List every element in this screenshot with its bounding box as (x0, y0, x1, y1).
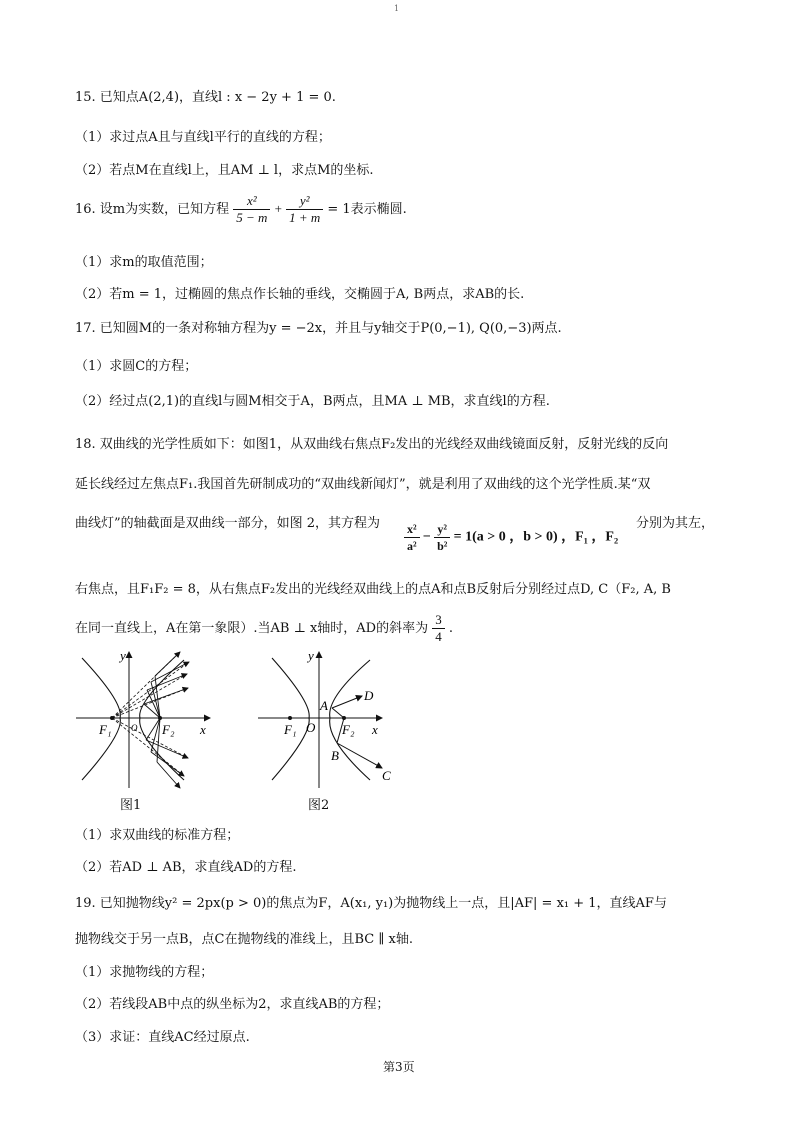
q18-line3-post: 分别为其左， (636, 516, 715, 531)
fig1-dashed-extensions (112, 652, 189, 776)
q16-part1: （1）求m的取值范围； (75, 255, 213, 270)
q18-line5 (75, 612, 453, 645)
q16-stem-post: = 1表示椭圆. (327, 202, 407, 217)
q18-part2: （2）若AD ⊥ AB，求直线AD的方程. (75, 860, 297, 875)
q15-part1: （1）求过点A且与直线l平行的直线的方程； (75, 130, 331, 145)
fig2-label-d: D (364, 688, 374, 703)
q18-eq-frac-y: $\frac{\text{y²}}{\text{b²}}$ (434, 521, 450, 554)
fig1-label-o: O (131, 723, 138, 733)
q19-part3: （3）求证：直线AC经过原点. (75, 1030, 250, 1045)
fig2-label-y: y (308, 648, 314, 663)
fig1-label-f1: F₁ (99, 722, 112, 737)
q17-part1: （1）求圆C的方程； (75, 359, 198, 374)
fig2-label-c: C (382, 768, 391, 783)
q18-line2: 延长线经过左焦点F₁.我国首先研制成功的“双曲线新闻灯”，就是利用了双曲线的这个光学性质.某“双 (75, 477, 651, 492)
fig2-label-o: O (306, 720, 316, 735)
q18-line4: 右焦点，且F₁F₂ = 8，从右焦点F₂发出的光线经双曲线上的点A和点B反射后分别经过点D, C（F₂, A, B (75, 582, 671, 597)
q16-frac-x: $\frac{\text{x²}}{5 - m}$ (233, 193, 270, 226)
fig2-label-b: B (331, 748, 339, 763)
q18-line5-pre: 在同一直线上，A在第一象限）.当AB ⊥ x轴时，AD的斜率为 (75, 621, 429, 636)
fig1-focus-f1 (110, 716, 114, 720)
fig2-focus-f2 (342, 716, 346, 720)
q18-equation: $\frac{\text{x²}}{\text{a²}}$ − $\frac{\text{y²}}{\text{b²}}$ = 1(a > 0 ，b > 0) ，F₁ ，F₂ (404, 521, 618, 554)
q18-line3-pre: 曲线灯”的轴截面是双曲线一部分，如图 2，其方程为 (75, 516, 381, 531)
fig1-label-y: y (120, 648, 126, 663)
fig1-focus-f2 (158, 716, 162, 720)
fig2-label-f2: F₂ (342, 722, 355, 737)
q18-eq-frac-x: $\frac{\text{x²}}{\text{a²}}$ (404, 521, 420, 554)
q16-frac-y: $\frac{\text{y²}}{1 + m}$ (286, 193, 323, 226)
q15-stem: 15. 已知点A(2,4)，直线l : x − 2y + 1 = 0. (75, 90, 336, 105)
fig2-label-a: A (320, 698, 328, 713)
page-footer: 第3页 (383, 1060, 415, 1074)
fig2-focus-f1 (288, 716, 292, 720)
q16-part2: （2）若m = 1，过椭圆的焦点作长轴的垂线，交椭圆于A, B两点，求AB的长. (75, 287, 525, 302)
figure-1 (72, 648, 222, 808)
q19-stem-line2: 抛物线交于另一点B，点C在抛物线的准线上，且BC ∥ x轴. (75, 932, 413, 947)
q15-part2: （2）若点M在直线l上，且AM ⊥ l，求点M的坐标. (75, 163, 374, 178)
fig1-rays (144, 652, 189, 788)
fig2-label-x: x (372, 722, 378, 737)
q18-eq-rest: = 1(a > 0 ，b > 0) ，F₁ ，F₂ (453, 529, 619, 545)
page-top-mark: 1 (394, 4, 400, 13)
q19-stem-line1: 19. 已知抛物线y² = 2px(p > 0)的焦点为F，A(x₁, y₁)为抛物线上一点，且|AF| = x₁ + 1，直线AF与 (75, 896, 667, 911)
fig2-caption: 图2 (308, 798, 330, 813)
q17-stem: 17. 已知圆M的一条对称轴方程为y = −2x，并且与y轴交于P(0,−1), Q(0,−3)两点. (75, 321, 562, 336)
q19-part2: （2）若线段AB中点的纵坐标为2，求直线AB的方程； (75, 997, 390, 1012)
q19-part1: （1）求抛物线的方程； (75, 965, 214, 980)
fig1-label-x: x (200, 722, 206, 737)
fig1-label-f2: F₂ (162, 722, 175, 737)
fig2-label-f1: F₁ (284, 722, 297, 737)
q17-part2: （2）经过点(2,1)的直线l与圆M相交于A，B两点，且MA ⊥ MB，求直线l的方程. (75, 394, 550, 409)
q18-part1: （1）求双曲线的标准方程； (75, 828, 240, 843)
q16-stem: 16. 设m为实数，已知方程 $\frac{\text{x²}}{5 - m}$ + $\frac{\text{y²}}{1 + m}$ = 1表示椭圆. (75, 193, 407, 225)
q18-slope: $\frac{3}{4}$ (432, 612, 445, 645)
figure-2 (254, 648, 414, 808)
fig1-caption: 图1 (120, 798, 142, 813)
q18-line1: 18. 双曲线的光学性质如下：如图1，从双曲线右焦点F₂发出的光线经双曲线镜面反射，反射光线的反向 (75, 437, 669, 452)
q18-line5-post: . (448, 621, 454, 636)
q16-stem-pre: 16. 设m为实数，已知方程 (75, 202, 230, 217)
